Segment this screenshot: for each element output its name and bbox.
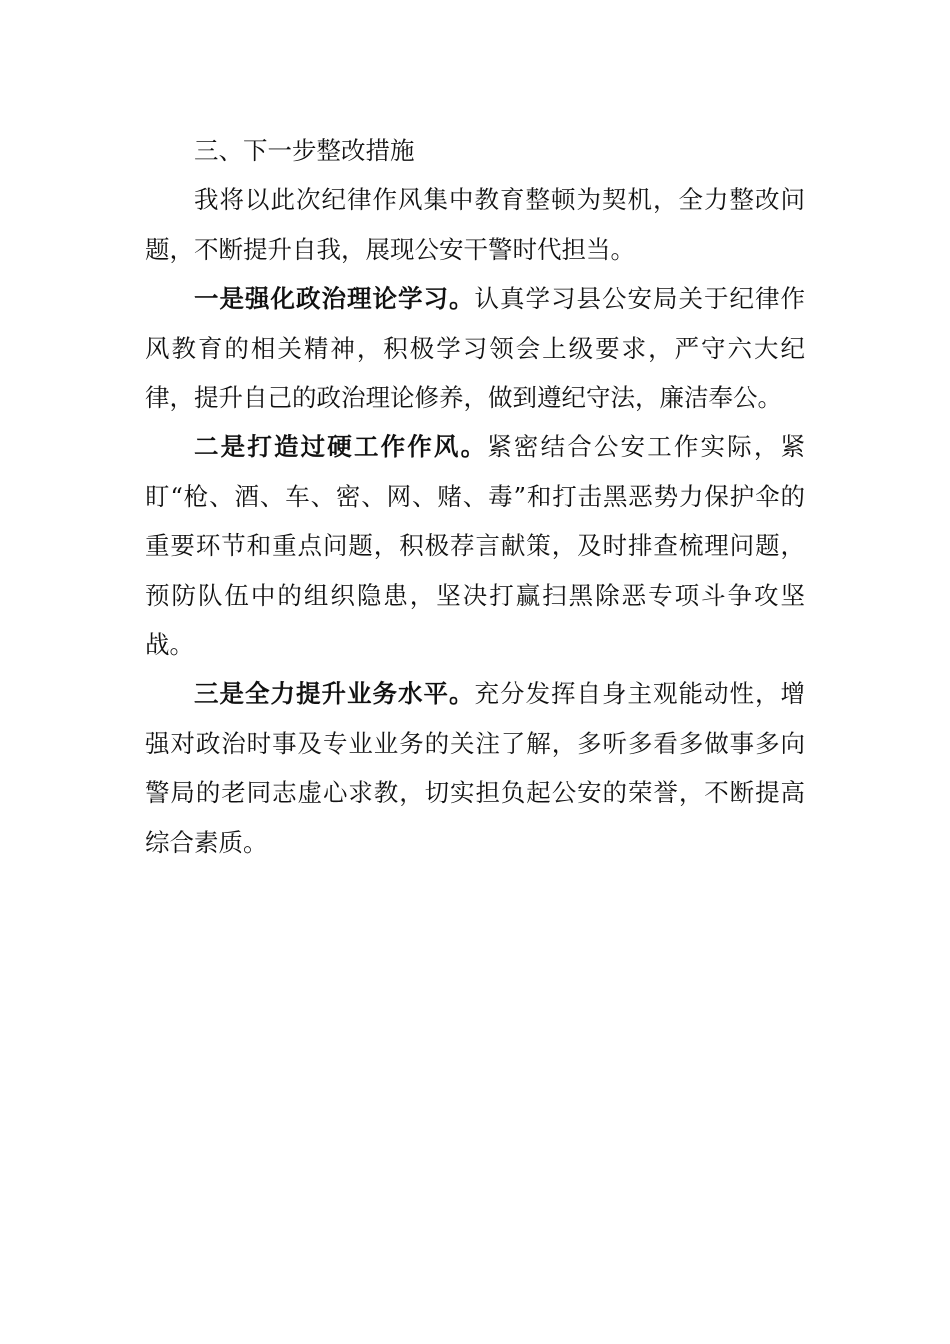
measure-lead-1: 一是强化政治理论学习。	[194, 284, 475, 314]
measure-body-2: 紧密结合公安工作实际，紧盯“枪、酒、车、密、网、赌、毒”和打击黑恶势力保护伞的重要环节和重点问题，积极荐言献策，及时排查梳理问题，预防队伍中的组织隐患，坚决打赢扫黑除恶专项斗争攻坚战。	[145, 432, 805, 660]
measure-body-1: 认真学习县公安局关于纪律作风教育的相关精神，积极学习领会上级要求，严守六大纪律，提升自己的政治理论修养，做到遵纪守法，廉洁奉公。	[145, 284, 805, 413]
measure-lead-2: 二是打造过硬工作作风。	[194, 432, 488, 462]
measure-lead-3: 三是全力提升业务水平。	[194, 679, 475, 709]
document-page	[145, 126, 805, 867]
measure-paragraph-3	[145, 669, 805, 867]
intro-paragraph: 我将以此次纪律作风集中教育整顿为契机，全力整改问题，不断提升自我，展现公安干警时代担当。	[145, 185, 805, 264]
section-heading: 三、下一步整改措施	[194, 136, 415, 165]
measure-body-3: 充分发挥自身主观能动性，增强对政治时事及专业业务的关注了解，多听多看多做事多向警局的老同志虚心求教，切实担负起公安的荣誉，不断提高综合素质。	[145, 679, 805, 857]
measure-paragraph-1	[145, 274, 805, 422]
measure-paragraph-2	[145, 422, 805, 669]
